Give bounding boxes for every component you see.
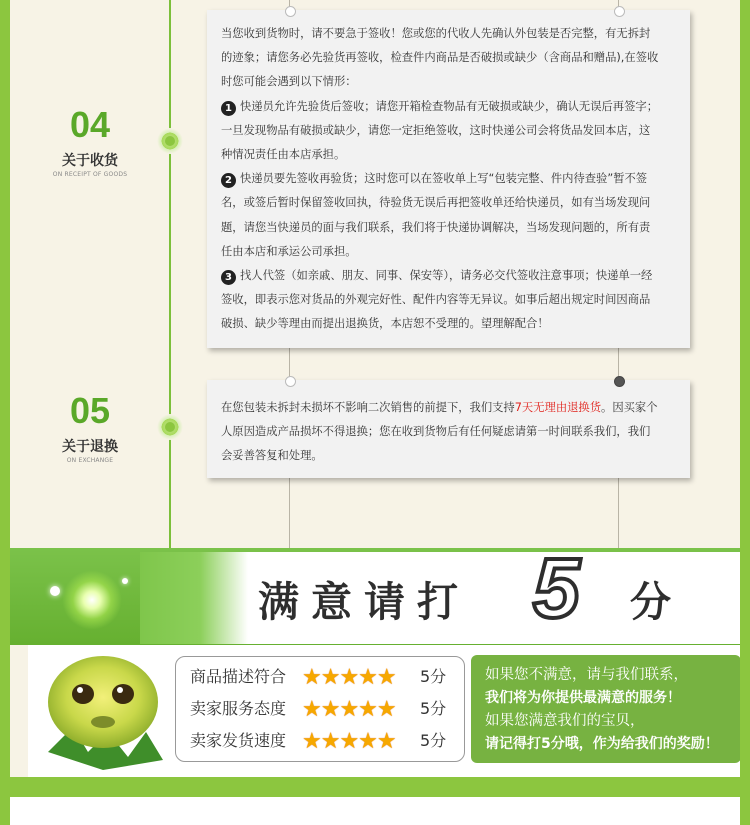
card-rule — [618, 478, 619, 548]
pin-dot — [614, 6, 625, 17]
bottom-strip — [10, 797, 740, 825]
rating-label: 卖家发货速度 — [190, 731, 287, 750]
case-3-text: 3 找人代签（如亲戚、朋友、同事、保安等），请务必交代签收注意事项；快递单一经 — [221, 264, 681, 288]
step-number-04: 04 — [69, 104, 111, 145]
message-line: 请记得打5分哦，作为给我们的奖励！ — [485, 736, 719, 752]
card-rule — [289, 348, 290, 378]
step-subtitle-receipt: ON RECEIPT OF GOODS — [52, 171, 128, 178]
banner-fen: 分 — [630, 578, 671, 626]
case-1-text: 1 快递员允许先验货后签收；请您开箱检查物品有无破损或缺少，确认无误后再签字； — [221, 95, 681, 119]
intro-text: 当您收到货物时，请不要急于签收！您或您的代收人先确认外包装是否完整，有无拆封 — [221, 27, 651, 40]
rating-score: 5分 — [420, 699, 447, 718]
star-icon: ★★★★★ — [302, 729, 396, 754]
exchange-text: 人原因造成产品损坏不得退换；您在收到货物后有任何疑虑请第一时间联系我们，我们 — [221, 425, 651, 439]
timeline-node — [157, 128, 183, 154]
rating-banner — [10, 541, 740, 645]
pin-dot — [614, 376, 625, 387]
case-2-text: 名，或签后暂时保留签收回执，待验货无误后再把签收单还给快递员，如有当场发现问 — [221, 196, 651, 210]
pin-dot — [285, 376, 296, 387]
sparkle-icon — [122, 578, 128, 584]
rating-row — [190, 662, 446, 692]
case-2-text: 题，请您当快递员的面与我们联系，我们将于快递协调解决，当场发现问题的，所有责 — [221, 220, 651, 234]
rating-label: 卖家服务态度 — [190, 699, 287, 718]
case-3-text: 破损、缺少等理由而提出退换货，本店恕不受理的。望理解配合！ — [221, 317, 549, 331]
pin-dot — [285, 6, 296, 17]
message-box — [471, 655, 740, 763]
mascot-illustration — [28, 632, 178, 772]
number-badge: 1 — [221, 101, 236, 116]
step-title-receipt: 关于收货 — [62, 153, 118, 169]
step-number-05: 05 — [69, 390, 111, 431]
timeline-node — [157, 414, 183, 440]
number-badge: 2 — [221, 173, 236, 188]
page — [10, 0, 740, 825]
case-2-text: 2 快递员要先签收再验货；这时您可以在签收单上写“包装完整、件内待查验”暂不签 — [221, 167, 681, 191]
receipt-card — [207, 10, 690, 348]
message-line: 如果您不满意，请与我们联系， — [485, 667, 688, 683]
exchange-card — [207, 380, 690, 478]
step-title-exchange: 关于退换 — [62, 439, 118, 455]
star-icon: ★★★★★ — [302, 697, 396, 722]
intro-text: 时您可能会遇到以下情形： — [221, 75, 357, 89]
rating-row — [190, 694, 446, 724]
exchange-text: 在您包装未拆封未损坏不影响二次销售的前提下，我们支持7天无理由退换货。因买家个 — [221, 401, 658, 414]
sparkle-glow-icon — [62, 570, 122, 630]
message-line: 我们将为你提供最满意的服务！ — [485, 690, 681, 706]
card-rule — [618, 348, 619, 378]
ratings-box — [175, 656, 465, 762]
bottom-band — [10, 777, 740, 797]
timeline-line — [169, 0, 171, 550]
rating-score: 5分 — [420, 667, 447, 686]
intro-text: 的迹象；请您务必先验货再签收，检查件内商品是否破损或缺少（含商品和赠品),在签收 — [221, 51, 659, 65]
message-line: 如果您满意我们的宝贝， — [485, 713, 645, 729]
rating-row — [190, 726, 446, 756]
number-badge: 3 — [221, 270, 236, 285]
case-2-text: 任由本店和承运公司承担。 — [221, 244, 357, 258]
rating-score: 5分 — [420, 731, 447, 750]
rating-label: 商品描述符合 — [190, 667, 287, 686]
case-1-text: 一旦发现物品有破损或缺少，请您一定拒绝签收，这时快递公司会将货品发回本店，这 — [221, 123, 651, 137]
card-rule — [289, 478, 290, 548]
case-3-text: 签收，即表示您对货品的外观完好性、配件内容等无异议。如事后超出规定时间因商品 — [221, 293, 651, 307]
case-1-text: 种情况责任由本店承担。 — [221, 148, 346, 162]
step-subtitle-exchange: ON EXCHANGE — [66, 457, 114, 464]
exchange-text: 会妥善答复和处理。 — [221, 449, 323, 463]
star-icon: ★★★★★ — [302, 665, 396, 690]
banner-title: 满意请打 — [258, 578, 470, 626]
sparkle-icon — [50, 586, 60, 596]
banner-five: 5 — [533, 541, 580, 635]
return-policy-highlight: 7天无理由退换货 — [514, 401, 602, 414]
